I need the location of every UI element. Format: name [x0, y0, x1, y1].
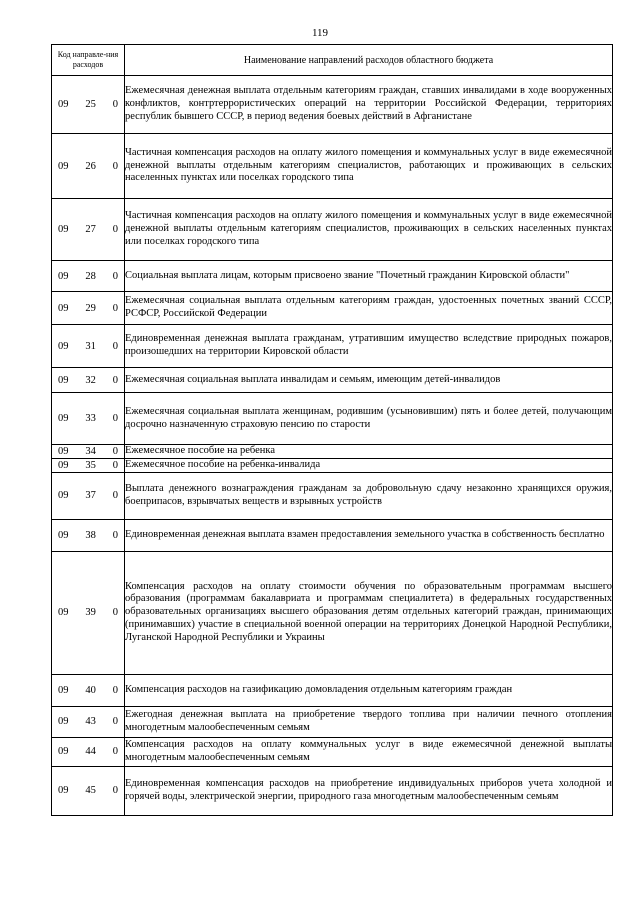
- row-code: [52, 261, 125, 292]
- row-name: Выплата денежного вознаграждения гражданам за добровольную сдачу незаконно хранящихся оружия, боеприпасов, взрывчатых веществ и взрывных устройств: [125, 472, 613, 519]
- row-code: [52, 706, 125, 737]
- code-part-c2: 40: [85, 684, 96, 696]
- code-part-c1: 09: [58, 607, 69, 619]
- code-part-c2: 27: [85, 224, 96, 235]
- row-code: [52, 199, 125, 261]
- table-header-row: [52, 45, 613, 76]
- code-part-c2: 29: [85, 302, 96, 314]
- row-code: [52, 519, 125, 551]
- row-code: [52, 393, 125, 445]
- code-part-c1: 09: [58, 340, 69, 352]
- code-part-c2: 45: [85, 785, 96, 797]
- code-part-c1: 09: [58, 413, 69, 424]
- code-part-c3: 0: [112, 459, 118, 471]
- table-row: [52, 458, 613, 472]
- code-part-c2: 28: [85, 270, 96, 282]
- table-row: [52, 134, 613, 199]
- code-part-c1: 09: [58, 785, 69, 797]
- code-part-c1: 09: [58, 374, 69, 386]
- code-part-c1: 09: [58, 224, 69, 235]
- code-part-c2: 44: [85, 746, 96, 758]
- code-part-c3: 0: [112, 302, 118, 314]
- code-part-c3: 0: [112, 413, 118, 424]
- code-part-c2: 32: [85, 374, 96, 386]
- row-name: Ежегодная денежная выплата на приобретение твердого топлива при наличии печного отопления многодетным малообеспеченным семьям: [125, 706, 613, 737]
- code-part-c3: 0: [112, 340, 118, 352]
- table-row: [52, 472, 613, 519]
- code-part-c3: 0: [112, 684, 118, 696]
- table-row: [52, 393, 613, 445]
- code-part-c1: 09: [58, 160, 69, 172]
- row-code: [52, 472, 125, 519]
- code-part-c3: 0: [112, 490, 118, 502]
- code-part-c2: 25: [85, 99, 96, 110]
- row-name: Ежемесячная денежная выплата отдельным категориям граждан, ставших инвалидами в ходе вооруженных конфликтов, контртеррористических операций на территории Российской Федерации, территориях республик бывшего СССР, в период ведения боевых действий в Афганистане: [125, 76, 613, 134]
- table-row: [52, 551, 613, 674]
- row-code: [52, 737, 125, 766]
- code-part-c3: 0: [112, 445, 118, 457]
- code-part-c1: 09: [58, 746, 69, 758]
- code-part-c3: 0: [112, 607, 118, 619]
- row-code: [52, 325, 125, 368]
- code-part-c3: 0: [112, 99, 118, 110]
- code-part-c2: 33: [85, 413, 96, 424]
- header-name: Наименование направлений расходов областного бюджета: [125, 45, 613, 76]
- table-row: [52, 199, 613, 261]
- row-code: [52, 551, 125, 674]
- code-part-c1: 09: [58, 716, 69, 728]
- table-row: [52, 445, 613, 459]
- code-part-c2: 37: [85, 490, 96, 502]
- table-row: [52, 706, 613, 737]
- table-row: [52, 519, 613, 551]
- code-part-c3: 0: [112, 746, 118, 758]
- header-code: Код направле-ния расходов: [52, 45, 125, 76]
- table-row: [52, 674, 613, 706]
- code-part-c1: 09: [58, 490, 69, 502]
- code-part-c1: 09: [58, 302, 69, 314]
- row-name: Ежемесячное пособие на ребенка-инвалида: [125, 458, 613, 472]
- code-part-c1: 09: [58, 270, 69, 282]
- code-part-c2: 39: [85, 607, 96, 619]
- code-part-c1: 09: [58, 459, 69, 471]
- row-name: Единовременная денежная выплата взамен предоставления земельного участка в собственность бесплатно: [125, 519, 613, 551]
- code-part-c2: 43: [85, 716, 96, 728]
- row-name: Компенсация расходов на газификацию домовладения отдельным категориям граждан: [125, 674, 613, 706]
- table-row: [52, 76, 613, 134]
- page-number: 119: [311, 27, 329, 39]
- code-part-c3: 0: [112, 529, 118, 541]
- code-part-c3: 0: [112, 374, 118, 386]
- row-name: Частичная компенсация расходов на оплату жилого помещения и коммунальных услуг в виде ежемесячной денежной выплаты отдельным категориям специалистов, проживающих в сельских населенных пунктах или поселках городского типа: [125, 199, 613, 261]
- code-part-c1: 09: [58, 99, 69, 110]
- code-part-c3: 0: [112, 270, 118, 282]
- table-row: [52, 261, 613, 292]
- code-part-c1: 09: [58, 445, 69, 457]
- row-name: Ежемесячная социальная выплата отдельным категориям граждан, удостоенных почетных званий СССР, РСФСР, Российской Федерации: [125, 292, 613, 325]
- code-part-c3: 0: [112, 785, 118, 797]
- row-name: Частичная компенсация расходов на оплату жилого помещения и коммунальных услуг в виде ежемесячной денежной выплаты отдельным категориям специалистов, работающих и проживающих в сельских населенных пунктах или поселках городского типа: [125, 134, 613, 199]
- row-name: Ежемесячная социальная выплата женщинам, родившим (усыновившим) пять и более детей, получающим досрочно назначенную страховую пенсию по старости: [125, 393, 613, 445]
- code-part-c2: 34: [85, 445, 96, 457]
- table-row: [52, 368, 613, 393]
- table-row: [52, 737, 613, 766]
- row-name: Ежемесячная социальная выплата инвалидам и семьям, имеющим детей-инвалидов: [125, 368, 613, 393]
- row-code: [52, 458, 125, 472]
- code-part-c1: 09: [58, 529, 69, 541]
- row-name: Ежемесячное пособие на ребенка: [125, 445, 613, 459]
- table-row: [52, 325, 613, 368]
- row-name: Единовременная компенсация расходов на приобретение индивидуальных приборов учета холодной и горячей воды, электрической энергии, природного газа многодетным малообеспеченным семьям: [125, 766, 613, 815]
- code-part-c3: 0: [112, 716, 118, 728]
- row-name: Компенсация расходов на оплату стоимости обучения по образовательным программам высшего образования (программам бакалавриата и программам специалитета) в федеральных государственных образовательных организациях высшего образования детям отдельных категорий граждан, принимающих (принимавших) участие в специальной военной операции на территориях Донецкой Народной Республики, Луганской Народной Республики и Украины: [125, 551, 613, 674]
- table-body: [52, 76, 613, 816]
- code-part-c3: 0: [112, 160, 118, 172]
- code-part-c1: 09: [58, 684, 69, 696]
- code-part-c3: 0: [112, 224, 118, 235]
- row-name: Компенсация расходов на оплату коммунальных услуг в виде ежемесячной денежной выплаты многодетным малообеспеченным семьям: [125, 737, 613, 766]
- code-part-c2: 26: [85, 160, 96, 172]
- row-code: [52, 292, 125, 325]
- row-code: [52, 76, 125, 134]
- budget-table: [51, 44, 613, 816]
- code-part-c2: 38: [85, 529, 96, 541]
- row-code: [52, 674, 125, 706]
- code-part-c2: 35: [85, 459, 96, 471]
- row-code: [52, 134, 125, 199]
- table-row: [52, 766, 613, 815]
- row-name: Социальная выплата лицам, которым присвоено звание "Почетный гражданин Кировской области": [125, 261, 613, 292]
- row-code: [52, 368, 125, 393]
- row-name: Единовременная денежная выплата гражданам, утратившим имущество вследствие природных пожаров, произошедших на территории Кировской области: [125, 325, 613, 368]
- row-code: [52, 445, 125, 459]
- code-part-c2: 31: [85, 340, 96, 352]
- row-code: [52, 766, 125, 815]
- table-row: [52, 292, 613, 325]
